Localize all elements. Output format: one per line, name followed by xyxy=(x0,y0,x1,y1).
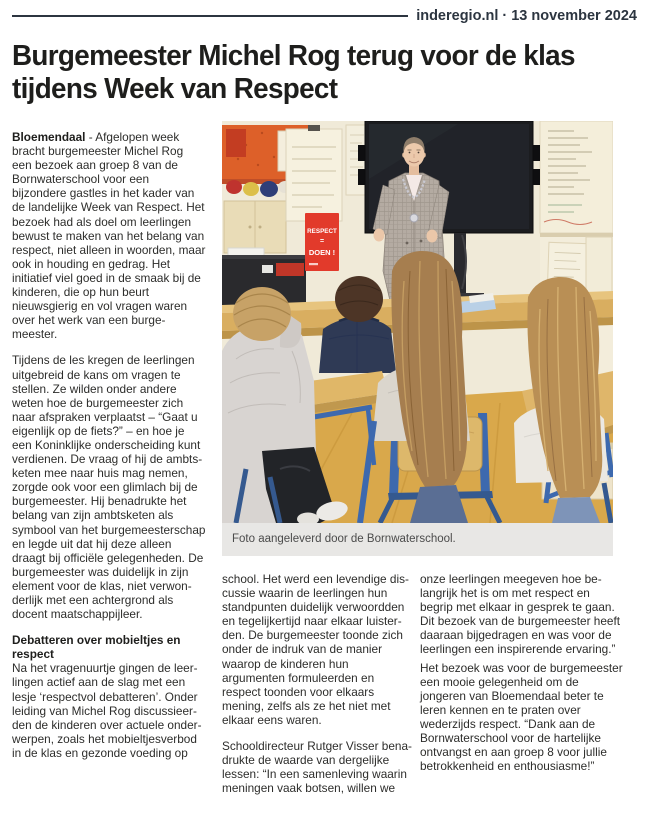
whiteboard-right xyxy=(540,121,613,237)
poster-line1: RESPECT xyxy=(307,228,337,235)
masthead xyxy=(12,8,637,24)
masthead-site-date: inderegio.nl · 13 november 2024 xyxy=(416,8,637,24)
dateline-location: Bloemendaal xyxy=(12,130,86,144)
paragraph: Schooldirecteur Rutger Visser benadrukte de waarde van dergelijke lessen: “In een samenleving waarin meningen vaak botsen, willen we xyxy=(222,739,412,796)
chain-medallion xyxy=(410,214,418,222)
poster-logo xyxy=(309,263,318,265)
boy-navy-hair xyxy=(335,276,383,322)
article-column-1 xyxy=(12,130,206,760)
respect-poster xyxy=(305,213,339,271)
mayor-hand-right xyxy=(427,230,438,243)
article-column-3 xyxy=(420,572,623,773)
poster-line2: = xyxy=(319,238,325,245)
paragraph: Het bezoek was voor de burgemeester een mooie gelegenheid om de jongeren van Bloemendaal beter te leren kennen en te praten over wederzijds respect. “Dank aan de Bornwaterschool voor de hartelijke ontvangst en aan groep 8 voor jullie betrokkenheid en enthousiasme!” xyxy=(420,660,623,774)
lead-text: - Afgelopen week bracht burgemeester Michel Rog een bezoek aan groep 8 van de Bornwaterschool voor een bijzondere gastles in het kader van de landelijke Week van Respect. Het bezoek had als doel om leerlingen bewust te maken van het belang van respect, niet alleen in woorden, maar ook in houding en gedrag. Het initiatief viel goed in de smaak bij de kinderen, die op hun beurt nieuwsgierig en vol vragen waren over het werk van een burgemeester. xyxy=(12,130,206,342)
paragraph: onze leerlingen meegeven hoe belangrijk het is om met respect en begrip met elkaar in gesprek te gaan. Dit bezoek van de burgemeester heeft daaraan bijgedragen en was voor de leerlingen een inspirerende ervaring.” xyxy=(420,572,621,657)
cabinet-left xyxy=(224,201,286,253)
article-photo xyxy=(222,121,613,556)
poster-line3: DOEN ! xyxy=(308,248,336,257)
photo-caption: Foto aangeleverd door de Bornwaterschool. xyxy=(222,523,613,556)
classroom-photo xyxy=(222,121,613,523)
lead-paragraph xyxy=(12,130,206,341)
article-column-2 xyxy=(222,572,412,795)
subheading: Debatteren over mobieltjes en respect xyxy=(12,633,181,662)
paragraph: Tijdens de les kregen de leerlingen uitgebreid de kans om vragen te stellen. Ze wilden onder andere weten hoe de burgemeester zich naar afspraken verplaatst – “Gaat u eigenlijk op de fiets?” – en hoe je een Koninklijke onderscheiding kunt verdienen. De vraag of hij de ambtsketen mee naar huis mag nemen, zorgde ook voor een glimlach bij de burgemeester. Hij benadrukte het belang van zijn ambtsketen als symbool van het burgemeesterschap en legde uit dat hij deze alleen draagt bij officiële gelegenheden. De burgemeester was duidelijk in zijn element voor de klas, niet verwonderlijk met een achtergrond als docent maatschappijleer. xyxy=(12,353,206,622)
boy-hoodie-hair xyxy=(233,287,291,341)
mayor-hand-left xyxy=(374,229,385,242)
headline: Burgemeester Michel Rog terug voor de klas tijdens Week van Respect xyxy=(12,40,575,105)
masthead-rule xyxy=(12,15,408,17)
paragraph: school. Het werd een levendige discussie waarin de leerlingen hun standpunten duidelijk verwoordden en tegelijkertijd naar elkaar luisterden. De burgemeester toonde zich onder de indruk van de manier waarop de kinderen hun argumenten formuleerden en respect toonden voor elkaars mening, zelfs als ze het niet met elkaar eens waren. xyxy=(222,572,409,727)
flipchart xyxy=(286,125,342,221)
paragraph: Na het vragenuurtje gingen de leerlingen actief aan de slag met een lesje ‘respectvol debatteren’. Onder leiding van Michel Rog discussieerden de kinderen over actuele onderwerpen, zoals het mobieltjesverbod in de klas en gezonde voeding op xyxy=(12,661,202,760)
